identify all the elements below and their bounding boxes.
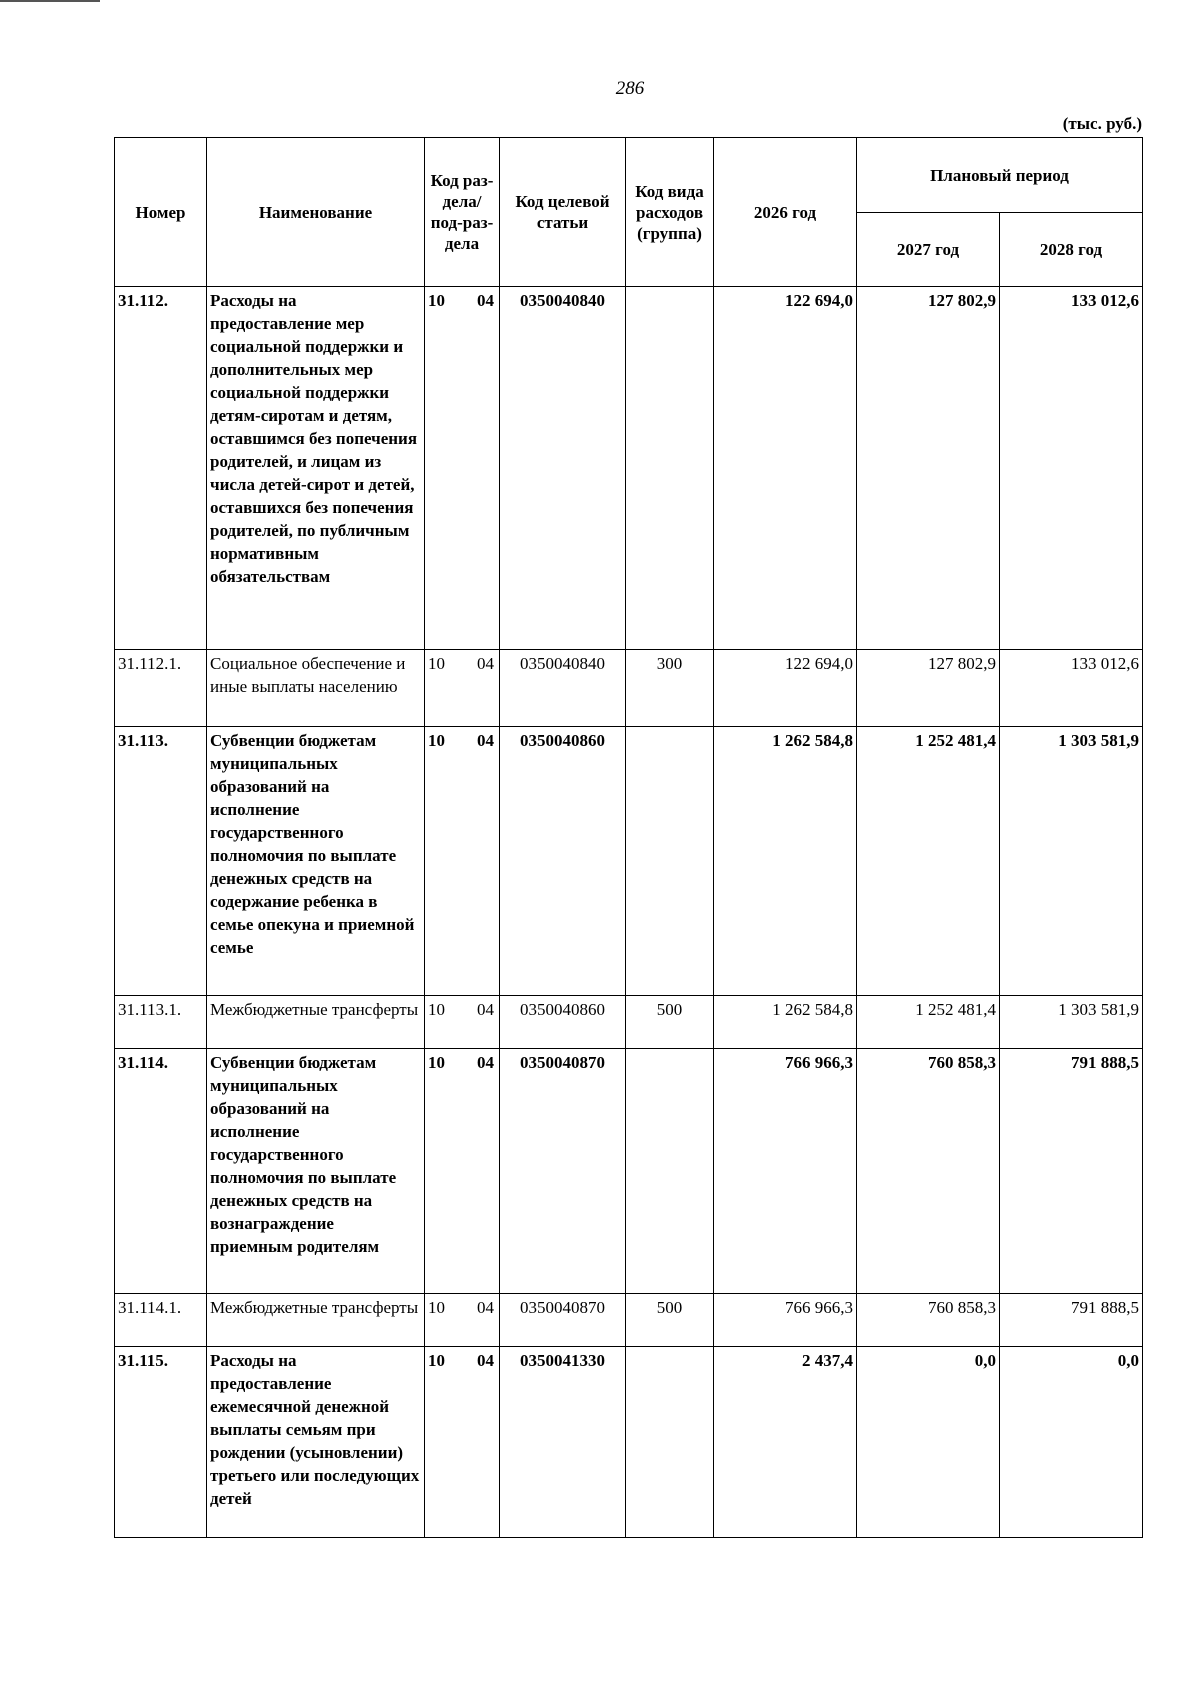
row-amount-2026: 1 262 584,8 — [714, 996, 857, 1049]
row-target-code: 0350040840 — [500, 650, 626, 727]
row-amount-2026: 122 694,0 — [714, 650, 857, 727]
row-name: Расходы на предоставление ежемесячной денежной выплаты семьям при рождении (усыновлении) третьего или последующих детей — [207, 1347, 425, 1538]
subsection-code: 04 — [477, 1053, 494, 1072]
row-group-code: 500 — [626, 996, 714, 1049]
row-section-code — [425, 996, 500, 1049]
row-number: 31.115. — [115, 1347, 207, 1538]
header-target: Код целевой статьи — [500, 138, 626, 287]
subsection-code: 04 — [477, 654, 494, 673]
table-row — [115, 287, 1143, 650]
row-number: 31.113. — [115, 727, 207, 996]
row-name: Социальное обеспечение и иные выплаты населению — [207, 650, 425, 727]
row-amount-2027: 1 252 481,4 — [857, 996, 1000, 1049]
row-amount-2028: 1 303 581,9 — [1000, 996, 1143, 1049]
header-group: Код вида расходов (группа) — [626, 138, 714, 287]
header-year-2027: 2027 год — [857, 213, 1000, 287]
section-code: 10 — [428, 1351, 445, 1370]
header-section: Код раз-дела/ под-раз-дела — [425, 138, 500, 287]
row-amount-2028: 0,0 — [1000, 1347, 1143, 1538]
table-row — [115, 650, 1143, 727]
row-target-code: 0350040860 — [500, 727, 626, 996]
section-code: 10 — [428, 1298, 445, 1317]
table-row — [115, 1347, 1143, 1538]
row-section-code — [425, 1347, 500, 1538]
subsection-code: 04 — [477, 1298, 494, 1317]
row-group-code: 500 — [626, 1294, 714, 1347]
page-number: 286 — [615, 78, 645, 99]
row-name: Субвенции бюджетам муниципальных образований на исполнение государственного полномочия по выплате денежных средств на содержание ребенка в семье опекуна и приемной семье — [207, 727, 425, 996]
row-section-code — [425, 727, 500, 996]
row-group-code — [626, 287, 714, 650]
header-planned-period: Плановый период — [857, 138, 1143, 213]
row-amount-2027: 127 802,9 — [857, 287, 1000, 650]
row-amount-2028: 791 888,5 — [1000, 1049, 1143, 1294]
row-amount-2027: 760 858,3 — [857, 1049, 1000, 1294]
row-amount-2028: 1 303 581,9 — [1000, 727, 1143, 996]
row-amount-2026: 766 966,3 — [714, 1049, 857, 1294]
scan-corner-mark — [0, 0, 100, 2]
row-amount-2027: 760 858,3 — [857, 1294, 1000, 1347]
row-group-code — [626, 1347, 714, 1538]
row-number: 31.112. — [115, 287, 207, 650]
row-amount-2028: 133 012,6 — [1000, 287, 1143, 650]
row-number: 31.114.1. — [115, 1294, 207, 1347]
row-amount-2027: 1 252 481,4 — [857, 727, 1000, 996]
row-section-code — [425, 1049, 500, 1294]
header-name: Наименование — [207, 138, 425, 287]
subsection-code: 04 — [477, 731, 494, 750]
budget-table — [114, 137, 1143, 1538]
row-amount-2026: 1 262 584,8 — [714, 727, 857, 996]
row-number: 31.114. — [115, 1049, 207, 1294]
row-section-code — [425, 650, 500, 727]
subsection-code: 04 — [477, 1000, 494, 1019]
section-code: 10 — [428, 654, 445, 673]
row-group-code — [626, 1049, 714, 1294]
subsection-code: 04 — [477, 1351, 494, 1370]
section-code: 10 — [428, 1000, 445, 1019]
row-target-code: 0350040870 — [500, 1049, 626, 1294]
row-number: 31.112.1. — [115, 650, 207, 727]
row-amount-2026: 766 966,3 — [714, 1294, 857, 1347]
row-section-code — [425, 287, 500, 650]
header-number: Номер — [115, 138, 207, 287]
row-amount-2028: 133 012,6 — [1000, 650, 1143, 727]
row-target-code: 0350041330 — [500, 1347, 626, 1538]
header-year-2028: 2028 год — [1000, 213, 1143, 287]
table-row — [115, 996, 1143, 1049]
row-group-code: 300 — [626, 650, 714, 727]
row-target-code: 0350040840 — [500, 287, 626, 650]
row-group-code — [626, 727, 714, 996]
row-amount-2026: 2 437,4 — [714, 1347, 857, 1538]
row-amount-2026: 122 694,0 — [714, 287, 857, 650]
row-name: Межбюджетные трансферты — [207, 1294, 425, 1347]
section-code: 10 — [428, 1053, 445, 1072]
row-amount-2028: 791 888,5 — [1000, 1294, 1143, 1347]
row-name: Межбюджетные трансферты — [207, 996, 425, 1049]
row-name: Расходы на предоставление мер социальной поддержки и дополнительных мер социальной поддержки детям-сиротам и детям, оставшимся без попечения родителей, и лицам из числа детей-сирот и детей, оставшихся без попечения родителей, по публичным нормативным обязательствам — [207, 287, 425, 650]
row-amount-2027: 127 802,9 — [857, 650, 1000, 727]
header-row — [115, 138, 1143, 213]
section-code: 10 — [428, 291, 445, 310]
row-target-code: 0350040870 — [500, 1294, 626, 1347]
section-code: 10 — [428, 731, 445, 750]
subsection-code: 04 — [477, 291, 494, 310]
table-row — [115, 1049, 1143, 1294]
row-name: Субвенции бюджетам муниципальных образований на исполнение государственного полномочия по выплате денежных средств на вознаграждение приемным родителям — [207, 1049, 425, 1294]
table-row — [115, 1294, 1143, 1347]
table-row — [115, 727, 1143, 996]
row-section-code — [425, 1294, 500, 1347]
header-year-2026: 2026 год — [714, 138, 857, 287]
row-target-code: 0350040860 — [500, 996, 626, 1049]
row-amount-2027: 0,0 — [857, 1347, 1000, 1538]
units-label: (тыс. руб.) — [1062, 114, 1142, 133]
row-number: 31.113.1. — [115, 996, 207, 1049]
